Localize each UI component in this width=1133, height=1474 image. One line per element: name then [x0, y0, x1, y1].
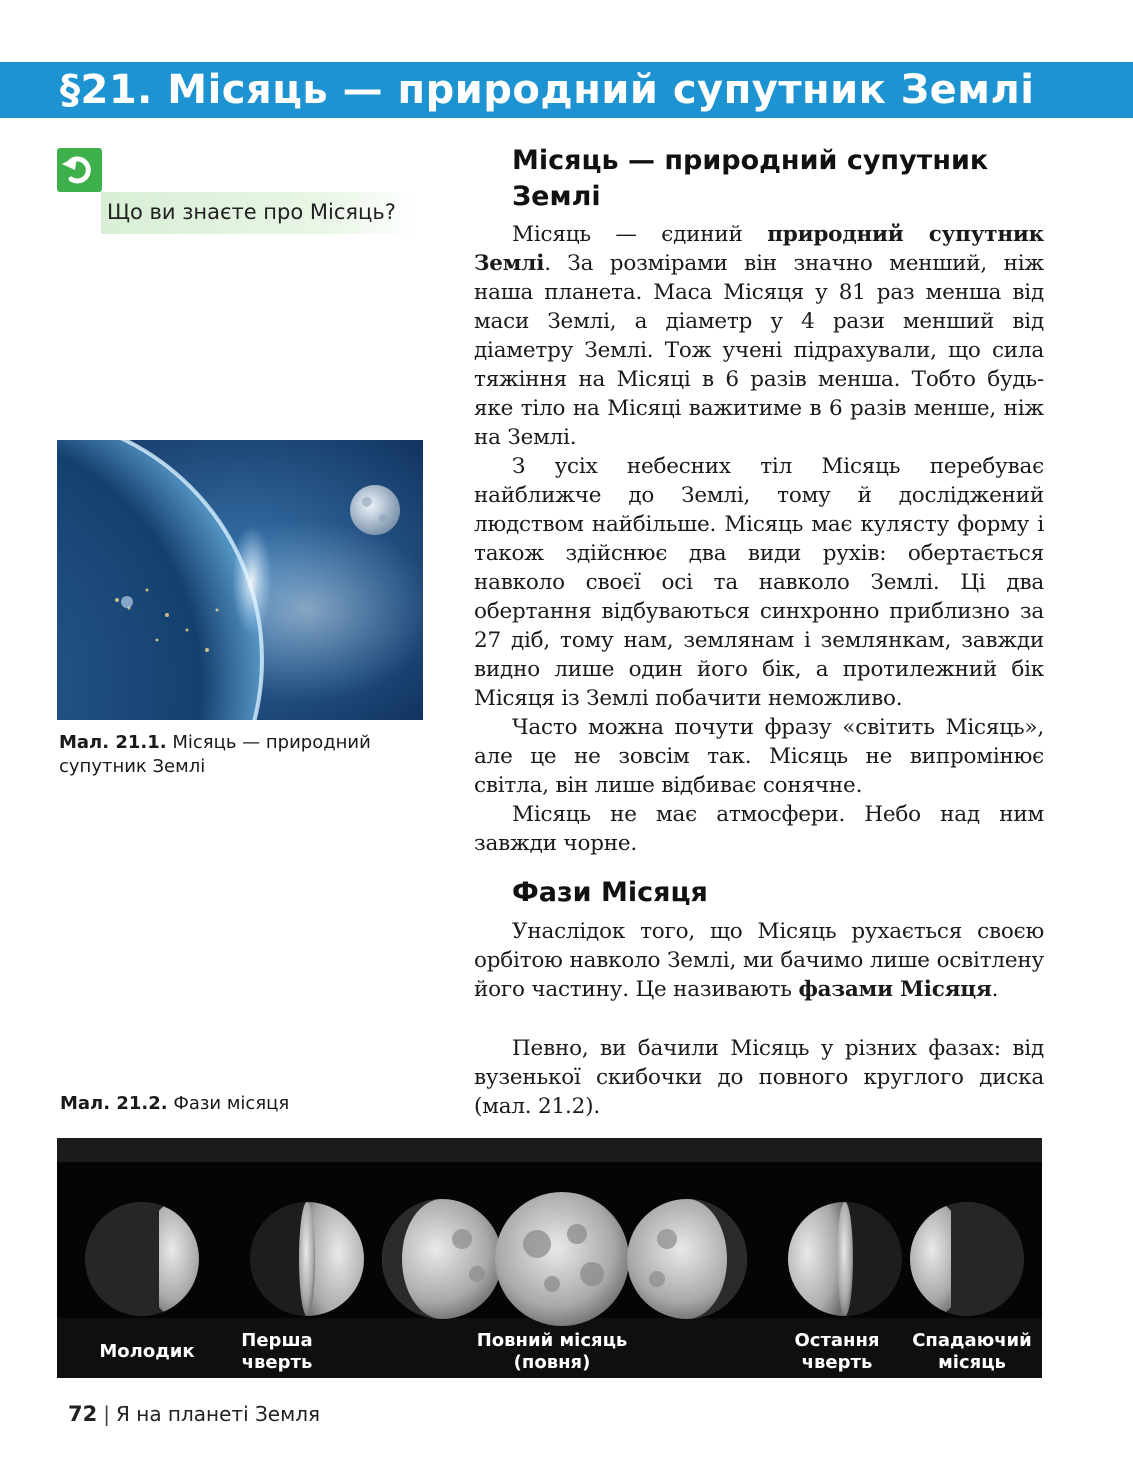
section1-paragraph1: [474, 220, 1044, 452]
p1-text-b: . За розмірами він значно менший, ніж наша планета. Маса Місяця у 81 раз менша від маси Землі, а діаметр у 4 рази менший від діаметру Землі. Тож учені підрахували, що сила тяжіння на Місяці в 6 разів менша. Тобто будь-яке тіло на Місяці важитиме в 6 разів менше, ніж на Землі.: [474, 251, 1044, 450]
section1-paragraph4: Місяць не має атмосфери. Небо над ним завжди чорне.: [474, 802, 1044, 856]
label-first-quarter-line1: Перша: [241, 1330, 313, 1351]
label-waning: [902, 1330, 1042, 1374]
label-waning-line1: Спадаючий: [912, 1330, 1032, 1351]
section1-heading-line1: Місяць — природний супутник: [512, 145, 989, 176]
section2-heading: Фази Місяця: [512, 877, 708, 908]
label-waning-line2: місяць: [938, 1352, 1006, 1373]
figure1-caption-text: Місяць — природний супутник Землі: [59, 732, 371, 777]
s2p1-text-a: Унаслідок того, що Місяць рухається своєю орбітою навколо Землі, ми бачимо лише освітлену його частину. Це називають: [474, 919, 1044, 1002]
p1-bold-term: природний супутник Землі: [474, 222, 1044, 276]
review-question: Що ви знаєте про Місяць?: [107, 200, 396, 224]
moon-phase-full: [495, 1192, 629, 1326]
page-title: §21. Місяць — природний супутник Землі: [60, 67, 1035, 113]
moon-phase-waxing-gibbous: [382, 1199, 502, 1319]
page-footer: [68, 1402, 320, 1426]
return-arrow-icon: [57, 148, 102, 192]
moon-phases-figure: [57, 1138, 1042, 1378]
page-number: 72: [68, 1402, 98, 1426]
p1-text-a: Місяць — єдиний: [512, 222, 768, 247]
section2-paragraph2: Певно, ви бачили Місяць у різних фазах: від вузенької скибочки до повного круглого диска (мал. 21.2).: [474, 1036, 1044, 1119]
section2-paragraph1: [474, 917, 1044, 1004]
earth-moon-image: [57, 440, 423, 720]
figure2-caption-label: Мал. 21.2.: [60, 1093, 168, 1114]
section1-heading: [512, 143, 1032, 215]
figure1-caption-label: Мал. 21.1.: [59, 732, 167, 753]
s2p1-bold-term: фазами Місяця: [798, 977, 992, 1002]
section1-paragraph2: З усіх небесних тіл Місяць перебуває найближче до Землі, тому й досліджений людством найбільше. Місяць має кулясту форму і також здійснює два види рухів: обертається навколо своєї осі та навколо Землі. Ці два обертання відбуваються синхронно приблизно за 27 діб, тому нам, землянам і землянкам, завжди видно лише один його бік, а протилежний бік Місяця із Землі побачити неможливо.: [474, 454, 1044, 711]
moon-phase-waning-gibbous: [627, 1199, 747, 1319]
footer-separator: |: [103, 1402, 110, 1426]
s2p1-text-b: .: [991, 977, 999, 1002]
label-first-quarter: [217, 1330, 337, 1374]
section1-heading-line2: Землі: [512, 181, 601, 212]
section1-paragraph3: Часто можна почути фразу «світить Місяць», але це не зовсім так. Місяць не випромінює світла, він лише відбиває сонячне.: [474, 715, 1044, 798]
label-first-quarter-line2: чверть: [241, 1352, 313, 1373]
label-last-quarter-line1: Остання: [794, 1330, 880, 1351]
label-last-quarter-line2: чверть: [801, 1352, 873, 1373]
label-full-moon: [442, 1330, 662, 1374]
label-full-moon-line2: (повня): [513, 1352, 591, 1373]
figure2-caption-text: Фази місяця: [167, 1093, 290, 1114]
figure1-caption: [59, 731, 419, 779]
figure2-caption: [60, 1092, 420, 1116]
label-last-quarter: [782, 1330, 892, 1374]
footer-book-title: Я на планеті Земля: [115, 1402, 321, 1426]
label-full-moon-line1: Повний місяць: [476, 1330, 628, 1351]
label-new-moon: Молодик: [99, 1341, 195, 1362]
